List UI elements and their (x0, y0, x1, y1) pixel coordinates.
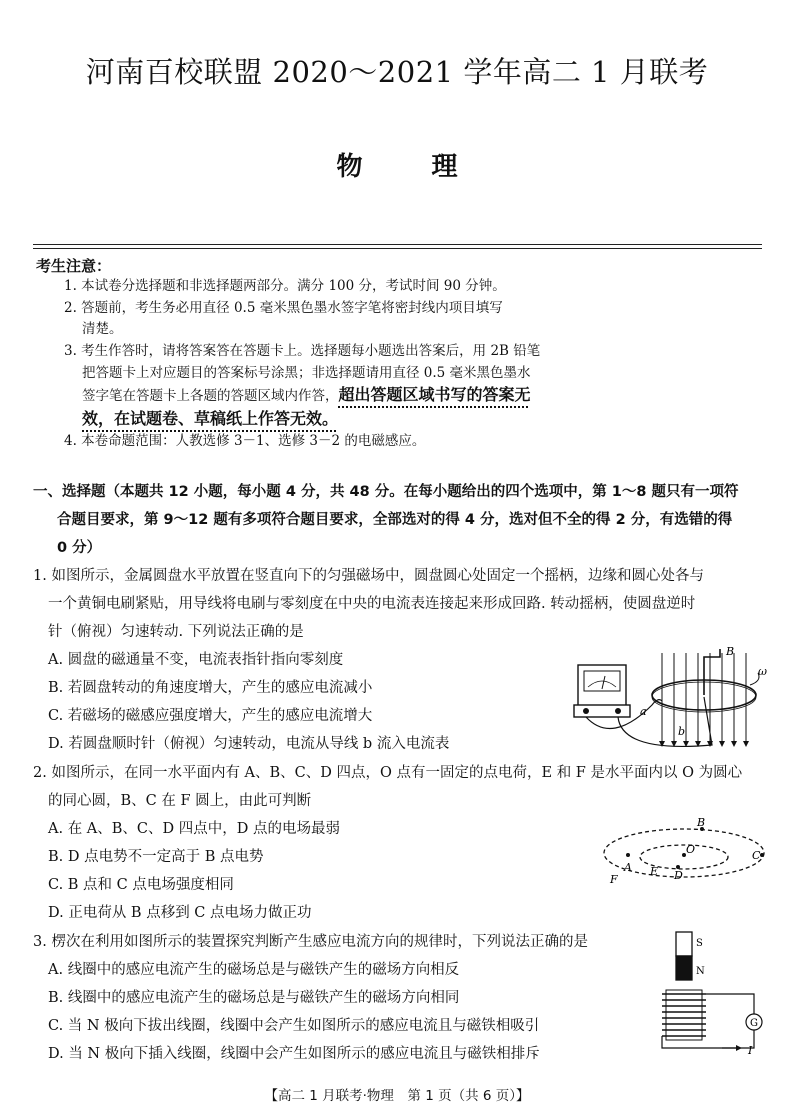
notice-text: 签字笔在答题卡上各题的答题区域内作答， (82, 388, 339, 404)
notice-heading: 考生注意： (36, 257, 112, 275)
notice-item: 4. 本卷命题范围：人教选修 3－1、选修 3－2 的电磁感应。 (64, 433, 426, 449)
figure-label: O (686, 843, 696, 856)
question-3-option-d: D. 当 N 极向下插入线圈，线圈中会产生如图所示的感应电流且与磁铁相排斥 (48, 1046, 540, 1062)
question-2-option-c: C. B 点和 C 点电场强度相同 (48, 877, 234, 893)
subject-title: 物 理 (336, 152, 458, 182)
figure-label: A (624, 861, 632, 874)
question-2-option-a: A. 在 A、B、C、D 四点中，D 点的电场最弱 (48, 821, 340, 837)
figure-label: G (750, 1018, 758, 1029)
question-1-stem: 1. 如图所示，金属圆盘水平放置在竖直向下的匀强磁场中，圆盘圆心处固定一个摇柄，边缘和圆心处各与 (33, 568, 704, 584)
notice-item: 清楚。 (82, 321, 123, 337)
question-2-option-d: D. 正电荷从 B 点移到 C 点电场力做正功 (48, 905, 312, 921)
notice-item (82, 384, 531, 407)
question-3-stem: 3. 楞次在利用如图所示的装置探究判断产生感应电流方向的规律时，下列说法正确的是 (33, 934, 588, 950)
section-heading: 一、选择题（本题共 12 小题，每小题 4 分，共 48 分。在每小题给出的四个选项中，第 1～8 题只有一项符 (33, 484, 739, 500)
question-3-option-a: A. 线圈中的感应电流产生的磁场总是与磁铁产生的磁场方向相反 (48, 962, 460, 978)
section-heading: 合题目要求，第 9～12 题有多项符合题目要求，全部选对的得 4 分，选对但不全的得 2 分，有选错的得 (57, 512, 733, 528)
notice-item: 把答题卡上对应题目的答案标号涂黑；非选择题请用直径 0.5 毫米黑色墨水 (82, 365, 531, 381)
notice-emphasis: 效，在试题卷、草稿纸上作答无效。 (82, 409, 339, 428)
figure-label: I (748, 1044, 753, 1057)
figure-label: a (640, 705, 647, 718)
notice-item (82, 406, 338, 429)
figure-label: D (674, 869, 683, 882)
question-1-option-a: A. 圆盘的磁通量不变，电流表指针指向零刻度 (48, 652, 344, 668)
figure-label: N (696, 966, 705, 977)
figure-label: B (697, 816, 706, 829)
figure-label: B (726, 645, 735, 658)
question-1-option-c: C. 若磁场的磁感应强度增大，产生的感应电流增大 (48, 708, 373, 724)
section-heading: 0 分） (57, 540, 102, 556)
question-2-stem: 的同心圆，B、C 在 F 圆上，由此可判断 (48, 793, 312, 809)
figure-label: E (650, 865, 659, 878)
figure-label: b (678, 725, 686, 738)
figure-label: C (752, 849, 761, 862)
question-1-stem: 针（俯视）匀速转动. 下列说法正确的是 (48, 624, 304, 640)
magnet-coil-figure (652, 930, 772, 1060)
question-1-stem: 一个黄铜电刷紧贴，用导线将电刷与零刻度在中央的电流表连接起来形成回路. 转动摇柄，使圆盘逆时 (48, 596, 696, 612)
notice-item: 1. 本试卷分选择题和非选择题两部分。满分 100 分，考试时间 90 分钟。 (64, 278, 506, 294)
divider (33, 244, 762, 245)
notice-item: 3. 考生作答时，请将答案答在答题卡上。选择题每小题选出答案后，用 2B 铅笔 (64, 343, 541, 359)
figure-label: ω (758, 665, 767, 678)
question-2-option-b: B. D 点电势不一定高于 B 点电势 (48, 849, 264, 865)
question-1-option-d: D. 若圆盘顺时针（俯视）匀速转动，电流从导线 b 流入电流表 (48, 736, 450, 752)
notice-item: 2. 答题前，考生务必用直径 0.5 毫米黑色墨水签字笔将密封线内项目填写 (64, 300, 503, 316)
question-1-option-b: B. 若圆盘转动的角速度增大，产生的感应电流减小 (48, 680, 373, 696)
question-3-option-c: C. 当 N 极向下拔出线圈，线圈中会产生如图所示的感应电流且与磁铁相吸引 (48, 1018, 540, 1034)
figure-label: F (610, 873, 618, 885)
disk-generator-figure (572, 645, 772, 755)
exam-title: 河南百校联盟 2020～2021 学年高二 1 月联考 (85, 55, 709, 89)
question-3-option-b: B. 线圈中的感应电流产生的磁场总是与磁铁产生的磁场方向相同 (48, 990, 460, 1006)
page-footer: 【高二 1 月联考·物理 第 1 页（共 6 页）】 (264, 1088, 530, 1104)
notice-emphasis: 超出答题区域书写的答案无 (338, 385, 531, 404)
figure-label: S (696, 938, 703, 949)
concentric-circles-figure (598, 815, 770, 885)
question-2-stem: 2. 如图所示，在同一水平面内有 A、B、C、D 四点，O 点有一固定的点电荷，E 和 F 是水平面内以 O 为圆心 (33, 765, 743, 781)
divider (33, 248, 762, 249)
